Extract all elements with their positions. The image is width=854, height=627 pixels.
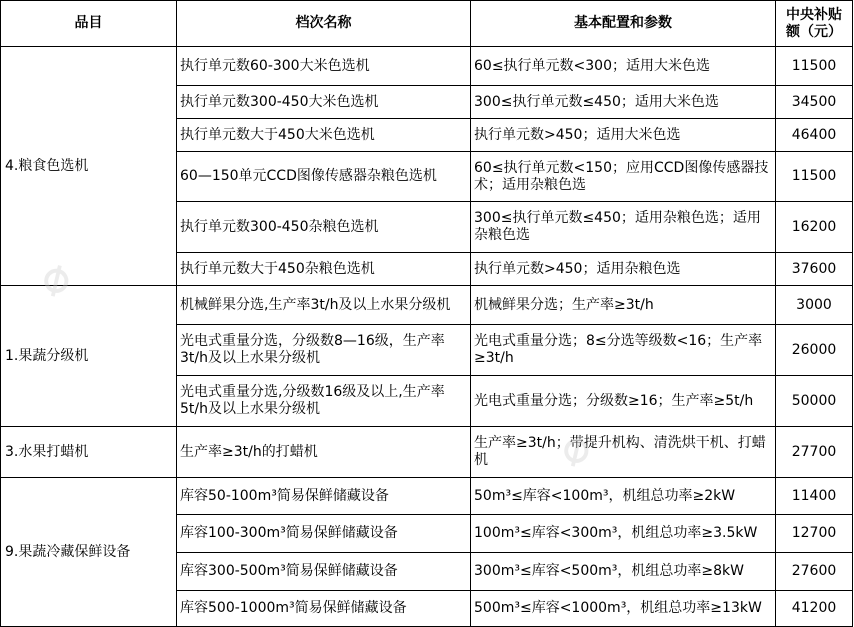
category-cell: 4.粮食色选机 — [1, 47, 177, 286]
tier-cell: 生产率≥3t/h的打蜡机 — [177, 427, 471, 478]
watermark-right: ⌀ — [547, 416, 600, 478]
config-cell: 50m³≤库容<100m³，机组总功率≥2kW — [471, 478, 776, 515]
header-category: 品目 — [1, 1, 177, 47]
table-row — [1, 286, 853, 325]
header-subsidy-line1: 中央补贴 — [786, 6, 842, 23]
table-row — [1, 478, 853, 515]
subsidy-cell: 27600 — [776, 553, 853, 591]
tier-cell: 光电式重量分选,分级数16级及以上,生产率5t/h及以上水果分级机 — [177, 376, 471, 427]
header-config: 基本配置和参数 — [471, 1, 776, 47]
category-cell: 1.果蔬分级机 — [1, 286, 177, 427]
config-cell: 500m³≤库容<1000m³，机组总功率≥13kW — [471, 591, 776, 627]
tier-cell: 执行单元数大于450杂粮色选机 — [177, 253, 471, 286]
header-subsidy — [776, 1, 853, 47]
subsidy-cell: 50000 — [776, 376, 853, 427]
subsidy-cell: 11400 — [776, 478, 853, 515]
tier-cell: 60—150单元CCD图像传感器杂粮色选机 — [177, 152, 471, 202]
config-cell: 60≤执行单元数<300；适用大米色选 — [471, 47, 776, 86]
subsidy-cell: 27700 — [776, 427, 853, 478]
tier-cell: 库容100-300m³简易保鲜储藏设备 — [177, 515, 471, 553]
config-cell: 300≤执行单元数≤450；适用大米色选 — [471, 86, 776, 119]
subsidy-cell: 26000 — [776, 325, 853, 376]
tier-cell: 库容300-500m³简易保鲜储藏设备 — [177, 553, 471, 591]
category-cell: 3.水果打蜡机 — [1, 427, 177, 478]
subsidy-cell: 37600 — [776, 253, 853, 286]
subsidy-cell: 34500 — [776, 86, 853, 119]
header-subsidy-line2: 额（元） — [786, 23, 842, 40]
config-cell: 60≤执行单元数<150；应用CCD图像传感器技术；适用杂粮色选 — [471, 152, 776, 202]
config-cell: 100m³≤库容<300m³，机组总功率≥3.5kW — [471, 515, 776, 553]
tier-cell: 库容500-1000m³简易保鲜储藏设备 — [177, 591, 471, 627]
config-cell: 机械鲜果分选；生产率≥3t/h — [471, 286, 776, 325]
tier-cell: 库容50-100m³简易保鲜储藏设备 — [177, 478, 471, 515]
subsidy-cell: 12700 — [776, 515, 853, 553]
subsidy-cell: 3000 — [776, 286, 853, 325]
config-cell: 光电式重量分选；分级数≥16；生产率≥5t/h — [471, 376, 776, 427]
tier-cell: 执行单元数300-450大米色选机 — [177, 86, 471, 119]
tier-cell: 光电式重量分选，分级数8—16级，生产率3t/h及以上水果分级机 — [177, 325, 471, 376]
tier-cell: 执行单元数60-300大米色选机 — [177, 47, 471, 86]
table-row — [1, 47, 853, 86]
subsidy-cell: 46400 — [776, 119, 853, 152]
table-row — [1, 427, 853, 478]
header-row — [1, 1, 853, 47]
config-cell: 生产率≥3t/h；带提升机构、清洗烘干机、打蜡机 — [471, 427, 776, 478]
config-cell: 执行单元数>450；适用大米色选 — [471, 119, 776, 152]
config-cell: 执行单元数>450；适用杂粮色选 — [471, 253, 776, 286]
header-tier: 档次名称 — [177, 1, 471, 47]
watermark-left: ⌀ — [27, 246, 80, 308]
category-cell: 9.果蔬冷藏保鲜设备 — [1, 478, 177, 627]
config-cell: 300≤执行单元数≤450；适用杂粮色选；适用杂粮色选 — [471, 202, 776, 253]
config-cell: 300m³≤库容<500m³，机组总功率≥8kW — [471, 553, 776, 591]
subsidy-cell: 11500 — [776, 47, 853, 86]
tier-cell: 执行单元数大于450大米色选机 — [177, 119, 471, 152]
subsidy-cell: 11500 — [776, 152, 853, 202]
tier-cell: 执行单元数300-450杂粮色选机 — [177, 202, 471, 253]
subsidy-cell: 16200 — [776, 202, 853, 253]
tier-cell: 机械鲜果分选,生产率3t/h及以上水果分级机 — [177, 286, 471, 325]
subsidy-cell: 41200 — [776, 591, 853, 627]
config-cell: 光电式重量分选；8≤分选等级数<16；生产率≥3t/h — [471, 325, 776, 376]
